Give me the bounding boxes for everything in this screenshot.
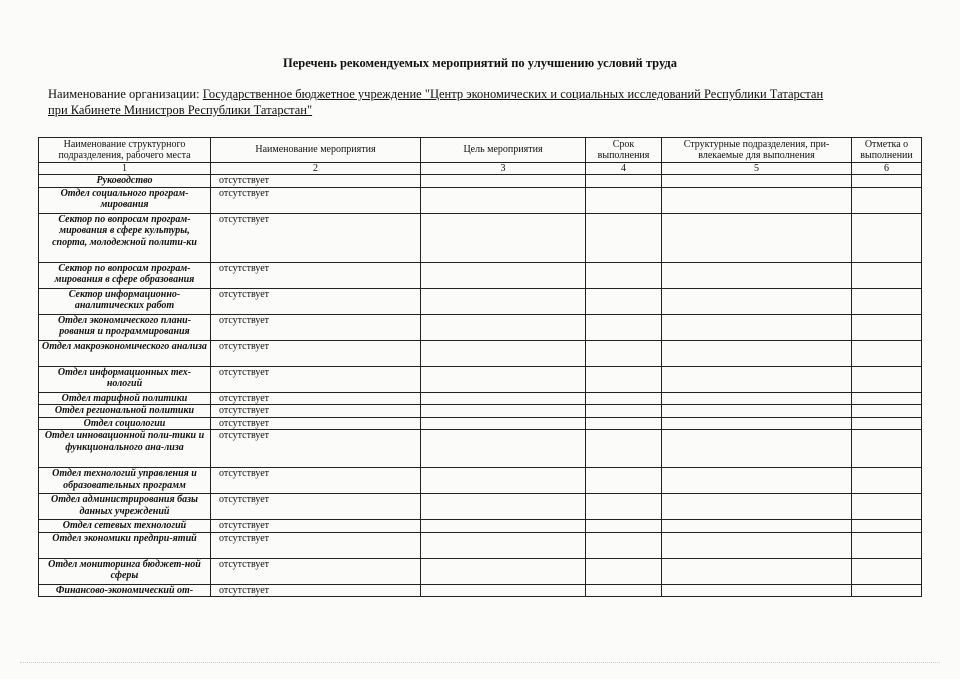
- involved-units-cell: [662, 340, 852, 366]
- table-row: [39, 314, 922, 340]
- involved-units-cell: [662, 494, 852, 520]
- goal-cell: [421, 175, 586, 188]
- goal-cell: [421, 584, 586, 597]
- measure-cell: отсутствует: [211, 468, 421, 494]
- measure-cell: отсутствует: [211, 288, 421, 314]
- goal-cell: [421, 288, 586, 314]
- goal-cell: [421, 417, 586, 430]
- deadline-cell: [586, 417, 662, 430]
- header-goal: Цель мероприятия: [421, 138, 586, 163]
- completion-mark-cell: [852, 520, 922, 533]
- goal-cell: [421, 494, 586, 520]
- table-row: [39, 175, 922, 188]
- header-completion-mark: Отметка о выполнении: [852, 138, 922, 163]
- deadline-cell: [586, 494, 662, 520]
- measure-cell: отсутствует: [211, 175, 421, 188]
- measure-cell: отсутствует: [211, 532, 421, 558]
- completion-mark-cell: [852, 430, 922, 468]
- completion-mark-cell: [852, 288, 922, 314]
- deadline-cell: [586, 405, 662, 418]
- table-row: [39, 340, 922, 366]
- measure-cell: отсутствует: [211, 584, 421, 597]
- involved-units-cell: [662, 417, 852, 430]
- completion-mark-cell: [852, 366, 922, 392]
- involved-units-cell: [662, 558, 852, 584]
- department-cell: Отдел технологий управления и образовательных программ: [39, 468, 211, 494]
- goal-cell: [421, 340, 586, 366]
- deadline-cell: [586, 584, 662, 597]
- table-row: [39, 430, 922, 468]
- table-row: [39, 494, 922, 520]
- completion-mark-cell: [852, 584, 922, 597]
- completion-mark-cell: [852, 213, 922, 262]
- column-number: 5: [662, 163, 852, 175]
- department-cell: Отдел экономики предпри-ятий: [39, 532, 211, 558]
- header-deadline: Срок выполнения: [586, 138, 662, 163]
- department-cell: Сектор по вопросам програм-мирования в сфере образования: [39, 262, 211, 288]
- completion-mark-cell: [852, 392, 922, 405]
- department-cell: Отдел тарифной политики: [39, 392, 211, 405]
- completion-mark-cell: [852, 494, 922, 520]
- completion-mark-cell: [852, 405, 922, 418]
- organization-name-line2: при Кабинете Министров Республики Татарстан": [48, 103, 313, 117]
- measure-cell: отсутствует: [211, 405, 421, 418]
- involved-units-cell: [662, 520, 852, 533]
- involved-units-cell: [662, 262, 852, 288]
- department-cell: Отдел экономического плани-рования и программирования: [39, 314, 211, 340]
- involved-units-cell: [662, 175, 852, 188]
- involved-units-cell: [662, 468, 852, 494]
- table-row: [39, 262, 922, 288]
- deadline-cell: [586, 392, 662, 405]
- involved-units-cell: [662, 532, 852, 558]
- department-cell: Отдел администрирования базы данных учреждений: [39, 494, 211, 520]
- header-measure: Наименование мероприятия: [211, 138, 421, 163]
- involved-units-cell: [662, 288, 852, 314]
- deadline-cell: [586, 288, 662, 314]
- completion-mark-cell: [852, 417, 922, 430]
- involved-units-cell: [662, 392, 852, 405]
- measure-cell: отсутствует: [211, 314, 421, 340]
- completion-mark-cell: [852, 175, 922, 188]
- involved-units-cell: [662, 187, 852, 213]
- involved-units-cell: [662, 430, 852, 468]
- table-row: [39, 532, 922, 558]
- table-row: [39, 187, 922, 213]
- table-row: [39, 366, 922, 392]
- department-cell: Отдел региональной политики: [39, 405, 211, 418]
- involved-units-cell: [662, 213, 852, 262]
- department-cell: Отдел сетевых технологий: [39, 520, 211, 533]
- deadline-cell: [586, 340, 662, 366]
- deadline-cell: [586, 532, 662, 558]
- goal-cell: [421, 468, 586, 494]
- table-row: [39, 584, 922, 597]
- deadline-cell: [586, 187, 662, 213]
- deadline-cell: [586, 366, 662, 392]
- department-cell: Отдел макроэкономического анализа: [39, 340, 211, 366]
- goal-cell: [421, 392, 586, 405]
- completion-mark-cell: [852, 262, 922, 288]
- measure-cell: отсутствует: [211, 520, 421, 533]
- column-number: 3: [421, 163, 586, 175]
- table-row: [39, 213, 922, 262]
- table-row: [39, 405, 922, 418]
- involved-units-cell: [662, 314, 852, 340]
- completion-mark-cell: [852, 558, 922, 584]
- deadline-cell: [586, 213, 662, 262]
- header-involved-units: Структурные подразделения, при-влекаемые для выполнения: [662, 138, 852, 163]
- deadline-cell: [586, 430, 662, 468]
- goal-cell: [421, 532, 586, 558]
- measure-cell: отсутствует: [211, 213, 421, 262]
- department-cell: Отдел социального програм-мирования: [39, 187, 211, 213]
- deadline-cell: [586, 558, 662, 584]
- goal-cell: [421, 558, 586, 584]
- column-number: 2: [211, 163, 421, 175]
- measure-cell: отсутствует: [211, 392, 421, 405]
- table-row: [39, 520, 922, 533]
- department-cell: Отдел социологии: [39, 417, 211, 430]
- measure-cell: отсутствует: [211, 262, 421, 288]
- completion-mark-cell: [852, 340, 922, 366]
- goal-cell: [421, 520, 586, 533]
- deadline-cell: [586, 175, 662, 188]
- department-cell: Отдел информационных тех-нологий: [39, 366, 211, 392]
- completion-mark-cell: [852, 532, 922, 558]
- column-number: 1: [39, 163, 211, 175]
- department-cell: Отдел инновационной поли-тики и функционального ана-лиза: [39, 430, 211, 468]
- column-number: 6: [852, 163, 922, 175]
- department-cell: Руководство: [39, 175, 211, 188]
- table-row: [39, 288, 922, 314]
- department-cell: Сектор информационно-аналитических работ: [39, 288, 211, 314]
- involved-units-cell: [662, 584, 852, 597]
- goal-cell: [421, 430, 586, 468]
- measure-cell: отсутствует: [211, 430, 421, 468]
- table-header-row: [39, 138, 922, 163]
- organization-name-line1: Государственное бюджетное учреждение "Центр экономических и социальных исследований Республики Татарстан: [202, 87, 824, 101]
- completion-mark-cell: [852, 468, 922, 494]
- deadline-cell: [586, 262, 662, 288]
- deadline-cell: [586, 314, 662, 340]
- involved-units-cell: [662, 366, 852, 392]
- table-row: [39, 468, 922, 494]
- measure-cell: отсутствует: [211, 494, 421, 520]
- deadline-cell: [586, 520, 662, 533]
- table-row: [39, 417, 922, 430]
- measures-table: [38, 137, 922, 597]
- organization-label: Наименование организации:: [48, 87, 200, 101]
- goal-cell: [421, 366, 586, 392]
- measure-cell: отсутствует: [211, 340, 421, 366]
- goal-cell: [421, 405, 586, 418]
- involved-units-cell: [662, 405, 852, 418]
- column-number: 4: [586, 163, 662, 175]
- table-row: [39, 392, 922, 405]
- measure-cell: отсутствует: [211, 187, 421, 213]
- measure-cell: отсутствует: [211, 558, 421, 584]
- column-number-row: [39, 163, 922, 175]
- goal-cell: [421, 187, 586, 213]
- measure-cell: отсутствует: [211, 366, 421, 392]
- deadline-cell: [586, 468, 662, 494]
- department-cell: Сектор по вопросам програм-мирования в сфере культуры, спорта, молодежной полити-ки: [39, 213, 211, 262]
- scan-artifact: [20, 662, 940, 666]
- document-title: Перечень рекомендуемых мероприятий по улучшению условий труда: [282, 56, 678, 70]
- table-row: [39, 558, 922, 584]
- department-cell: Отдел мониторинга бюджет-ной сферы: [39, 558, 211, 584]
- goal-cell: [421, 213, 586, 262]
- completion-mark-cell: [852, 314, 922, 340]
- organization-block: [48, 86, 928, 118]
- completion-mark-cell: [852, 187, 922, 213]
- goal-cell: [421, 262, 586, 288]
- department-cell: Финансово-экономический от-: [39, 584, 211, 597]
- measure-cell: отсутствует: [211, 417, 421, 430]
- goal-cell: [421, 314, 586, 340]
- header-department: Наименование структурного подразделения, рабочего места: [39, 138, 211, 163]
